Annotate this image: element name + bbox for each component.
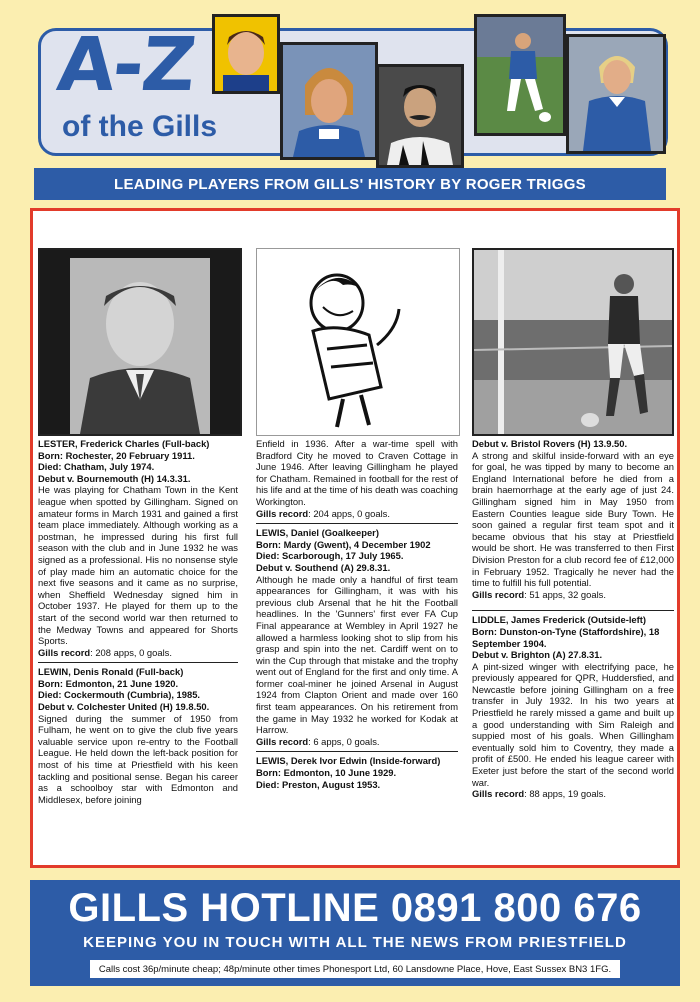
header-photo-4 — [474, 14, 566, 136]
column-3 — [472, 438, 674, 800]
photo-lester — [38, 248, 242, 436]
player-debut-lewin: Debut v. Colchester United (H) 19.8.50. — [38, 701, 210, 713]
record-label: Gills record — [256, 735, 309, 747]
hotline-title: GILLS HOTLINE 0891 800 676 — [68, 886, 642, 930]
divider — [38, 662, 238, 663]
divider — [472, 610, 674, 611]
player-bio-liddle: A pint-sized winger with electrifying pace, he previously appeared for QPR, Huddersfied, and Newcastle before joining Gillingham on a free transfer in July 1932. In his two years at Priestfield he rarely missed a game and built up a good understanding with Sim Raleigh and suppied most of his goals. When Gillingham eventually sold him to Coventry, they made a profit of £500. He ended his league career with Exeter just before the start of the second world war. — [472, 660, 674, 788]
divider — [256, 523, 458, 524]
player-born-lewin: Born: Edmonton, 21 June 1920. — [38, 677, 179, 689]
hotline-advert — [30, 880, 680, 986]
record-label: Gills record — [256, 507, 309, 519]
hotline-call-costs: Calls cost 36p/minute cheap; 48p/minute other times Phonesport Ltd, 60 Lansdowne Place, Hove, East Sussex BN3 1FG. — [90, 960, 620, 978]
header-photo-2 — [280, 42, 378, 160]
column-2 — [256, 438, 458, 790]
player-born-lewis-derek: Born: Edmonton, 10 June 1929. — [256, 767, 397, 779]
header-photo-3 — [376, 64, 464, 168]
player-record-lester — [38, 647, 238, 659]
player-born-liddle: Born: Dunston-on-Tyne (Staffordshire), 18 September 1904. — [472, 625, 660, 649]
column-1 — [38, 438, 238, 805]
player-died-lester: Died: Chatham, July 1974. — [38, 461, 155, 473]
page-title: A-Z — [53, 22, 199, 108]
player-born-lester: Born: Rochester, 20 February 1911. — [38, 449, 195, 461]
player-bio-lewin: Signed during the summer of 1950 from Fulham, he went on to give the club five years valuable service upon re-entry to the Football League. He held down the left-back position for most of his time at Priestfield with his keen tackling and positional sense. Began his career as a schoolboy star with Edmonton and Middlesex, before joining — [38, 712, 238, 805]
player-died-lewis-daniel: Died: Scarborough, 17 July 1965. — [256, 550, 404, 562]
section-banner: LEADING PLAYERS FROM GILLS' HISTORY BY ROGER TRIGGS — [34, 168, 666, 200]
player-name-liddle: LIDDLE, James Frederick (Outside-left) — [472, 614, 647, 626]
player-name-lewin: LEWIN, Denis Ronald (Full-back) — [38, 666, 184, 678]
player-died-lewin: Died: Cockermouth (Cumbria), 1985. — [38, 689, 201, 701]
record-label: Gills record — [38, 646, 91, 658]
player-debut-lewis-daniel: Debut v. Southend (A) 29.8.31. — [256, 561, 391, 573]
player-name-lester: LESTER, Frederick Charles (Full-back) — [38, 438, 210, 449]
player-name-lewis-daniel: LEWIS, Daniel (Goalkeeper) — [256, 527, 379, 539]
page-subtitle: of the Gills — [62, 110, 218, 143]
header-photo-1 — [212, 14, 280, 94]
record-value: : 204 apps, 0 goals. — [308, 507, 390, 519]
player-debut-lewis-derek: Debut v. Bristol Rovers (H) 13.9.50. — [472, 438, 628, 449]
player-record-lewis-derek — [472, 589, 674, 601]
player-record-lewis-daniel — [256, 736, 458, 748]
player-name-lewis-derek: LEWIS, Derek Ivor Edwin (Inside-forward) — [256, 755, 441, 767]
photo-lewis — [472, 248, 674, 436]
divider — [256, 751, 458, 752]
player-record-liddle — [472, 788, 674, 800]
player-record-lewin — [256, 508, 458, 520]
player-debut-lester: Debut v. Bournemouth (H) 14.3.31. — [38, 472, 191, 484]
record-value: : 6 apps, 0 goals. — [308, 735, 380, 747]
record-label: Gills record — [472, 788, 525, 800]
player-bio-lewis-derek: A strong and skilful inside-forward with an eye for goal, he was tipped by many to become an England International before he died from a brain haemorrhage at the early age of just 24. Gillingham signed him in May 1950 from Eastern Counties league side Bury Town. He soon gained a regular first team spot and it became obvious that his stay at Priestfield would be short. He was transferred to then First Division Preston for a club record fee of £12,000 in February 1952. Tragically he never had the time to fulfill his full potential. — [472, 449, 674, 589]
player-bio-lewis-daniel: Although he made only a handful of first team appearances for Gillingham, it was with his previous club Arsenal that he hit the Football headlines. In the 'Gunners' first ever FA Cup Final appearance at Wembley in April 1927 he allowed a harmless looking shot to slip from his grasp and spin into the net. Cardiff went on to win the Cup through that mistake and the trophy went out of England for the first and only time. A former coal-miner he joined Arsenal in August 1924 from Clapton Orient and made over 160 first team appearances. On his retirement from the game in May 1932 he worked for Kodak at Harrow. — [256, 573, 458, 736]
player-debut-liddle: Debut v. Brighton (A) 27.8.31. — [472, 649, 603, 661]
player-bio-lester: He was playing for Chatham Town in the Kent league when spotted by Gillingham. Signed on amateur forms in March 1931 and gained a first team place immediately. Although working as a postman, he impressed during his first full season with the club and in June 1932 he was signed as a professional. His no nonsense style of play made him an automatic choice for the next five seasons and it came as no surprise, when Sheffield Wednesday signed him in October 1937. He played for them up to the start of the second world war then returned to the Medway Towns and appeared for Shorts Sports. — [38, 484, 238, 647]
player-bio-lewin-cont: Enfield in 1936. After a war-time spell with Bradford City he moved to Craven Cottage in June 1946. After leaving Gillingham he played for Chatham. Remained in football for the rest of his life and at the time of his death was coaching Workington. — [256, 438, 458, 507]
player-born-lewis-daniel: Born: Mardy (Gwent), 4 December 1902 — [256, 538, 431, 550]
record-value: : 51 apps, 32 goals. — [524, 588, 606, 600]
record-label: Gills record — [472, 588, 525, 600]
record-value: : 208 apps, 0 goals. — [90, 646, 172, 658]
cartoon-lewin — [256, 248, 460, 436]
header-photo-5 — [566, 34, 666, 154]
player-died-lewis-derek: Died: Preston, August 1953. — [256, 778, 381, 790]
record-value: : 88 apps, 19 goals. — [524, 788, 606, 800]
hotline-subtitle: KEEPING YOU IN TOUCH WITH ALL THE NEWS FROM PRIESTFIELD — [83, 934, 627, 951]
